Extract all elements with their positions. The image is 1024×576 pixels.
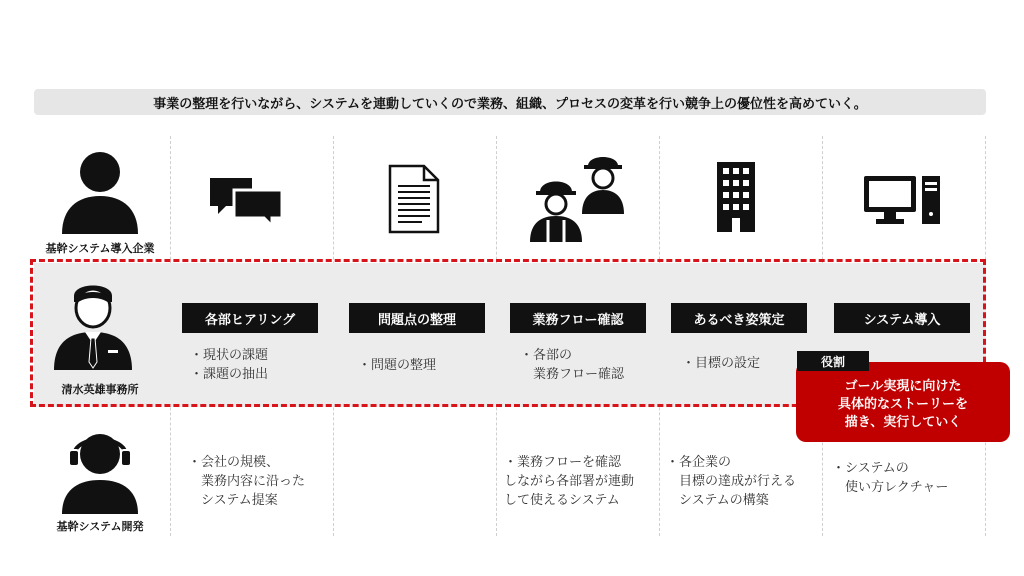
office-desc-hearing: ・現状の課題 ・課題の抽出 xyxy=(190,348,269,382)
actor-label-dev: 基幹システム開発 xyxy=(56,520,144,533)
step-workflow-check: 業務フロー確認 xyxy=(510,303,646,333)
businessman-icon xyxy=(52,278,134,370)
office-desc-ideal: ・目標の設定 xyxy=(682,356,761,371)
dev-desc-system: ・システムの 使い方レクチャー xyxy=(832,461,949,495)
headset-operator-icon xyxy=(58,426,142,514)
dev-desc-hearing: ・会社の規模、 業務内容に沿った システム提案 xyxy=(188,455,306,508)
office-desc-workflow: ・各部の 業務フロー確認 xyxy=(520,348,625,382)
step-problem-organize: 問題点の整理 xyxy=(349,303,485,333)
step-hearing: 各部ヒアリング xyxy=(182,303,318,333)
step-system-introduction: システム導入 xyxy=(834,303,970,333)
workers-icon xyxy=(526,148,636,244)
role-card: ゴール実現に向けた 具体的なストーリーを 描き、実行していく xyxy=(796,362,1010,442)
building-icon xyxy=(715,160,757,232)
dev-desc-ideal: ・各企業の 目標の達成が行える システムの構築 xyxy=(666,455,797,508)
actor-label-office: 清水英雄事務所 xyxy=(61,383,139,396)
actor-label-client: 基幹システム導入企業 xyxy=(45,242,155,255)
computer-icon xyxy=(862,174,942,226)
dev-desc-workflow: ・業務フローを確認 しながら各部署が連動 して使えるシステム xyxy=(504,455,635,508)
document-icon xyxy=(388,164,440,234)
office-desc-problem: ・問題の整理 xyxy=(358,358,437,373)
person-icon xyxy=(58,150,142,236)
header-banner: 事業の整理を行いながら、システムを連動していくので業務、組織、プロセスの変革を行い競争上の優位性を高めていく。 xyxy=(34,89,986,115)
chat-bubbles-icon xyxy=(208,176,284,228)
role-tag: 役割 xyxy=(797,351,869,371)
step-ideal-state: あるべき姿策定 xyxy=(671,303,807,333)
